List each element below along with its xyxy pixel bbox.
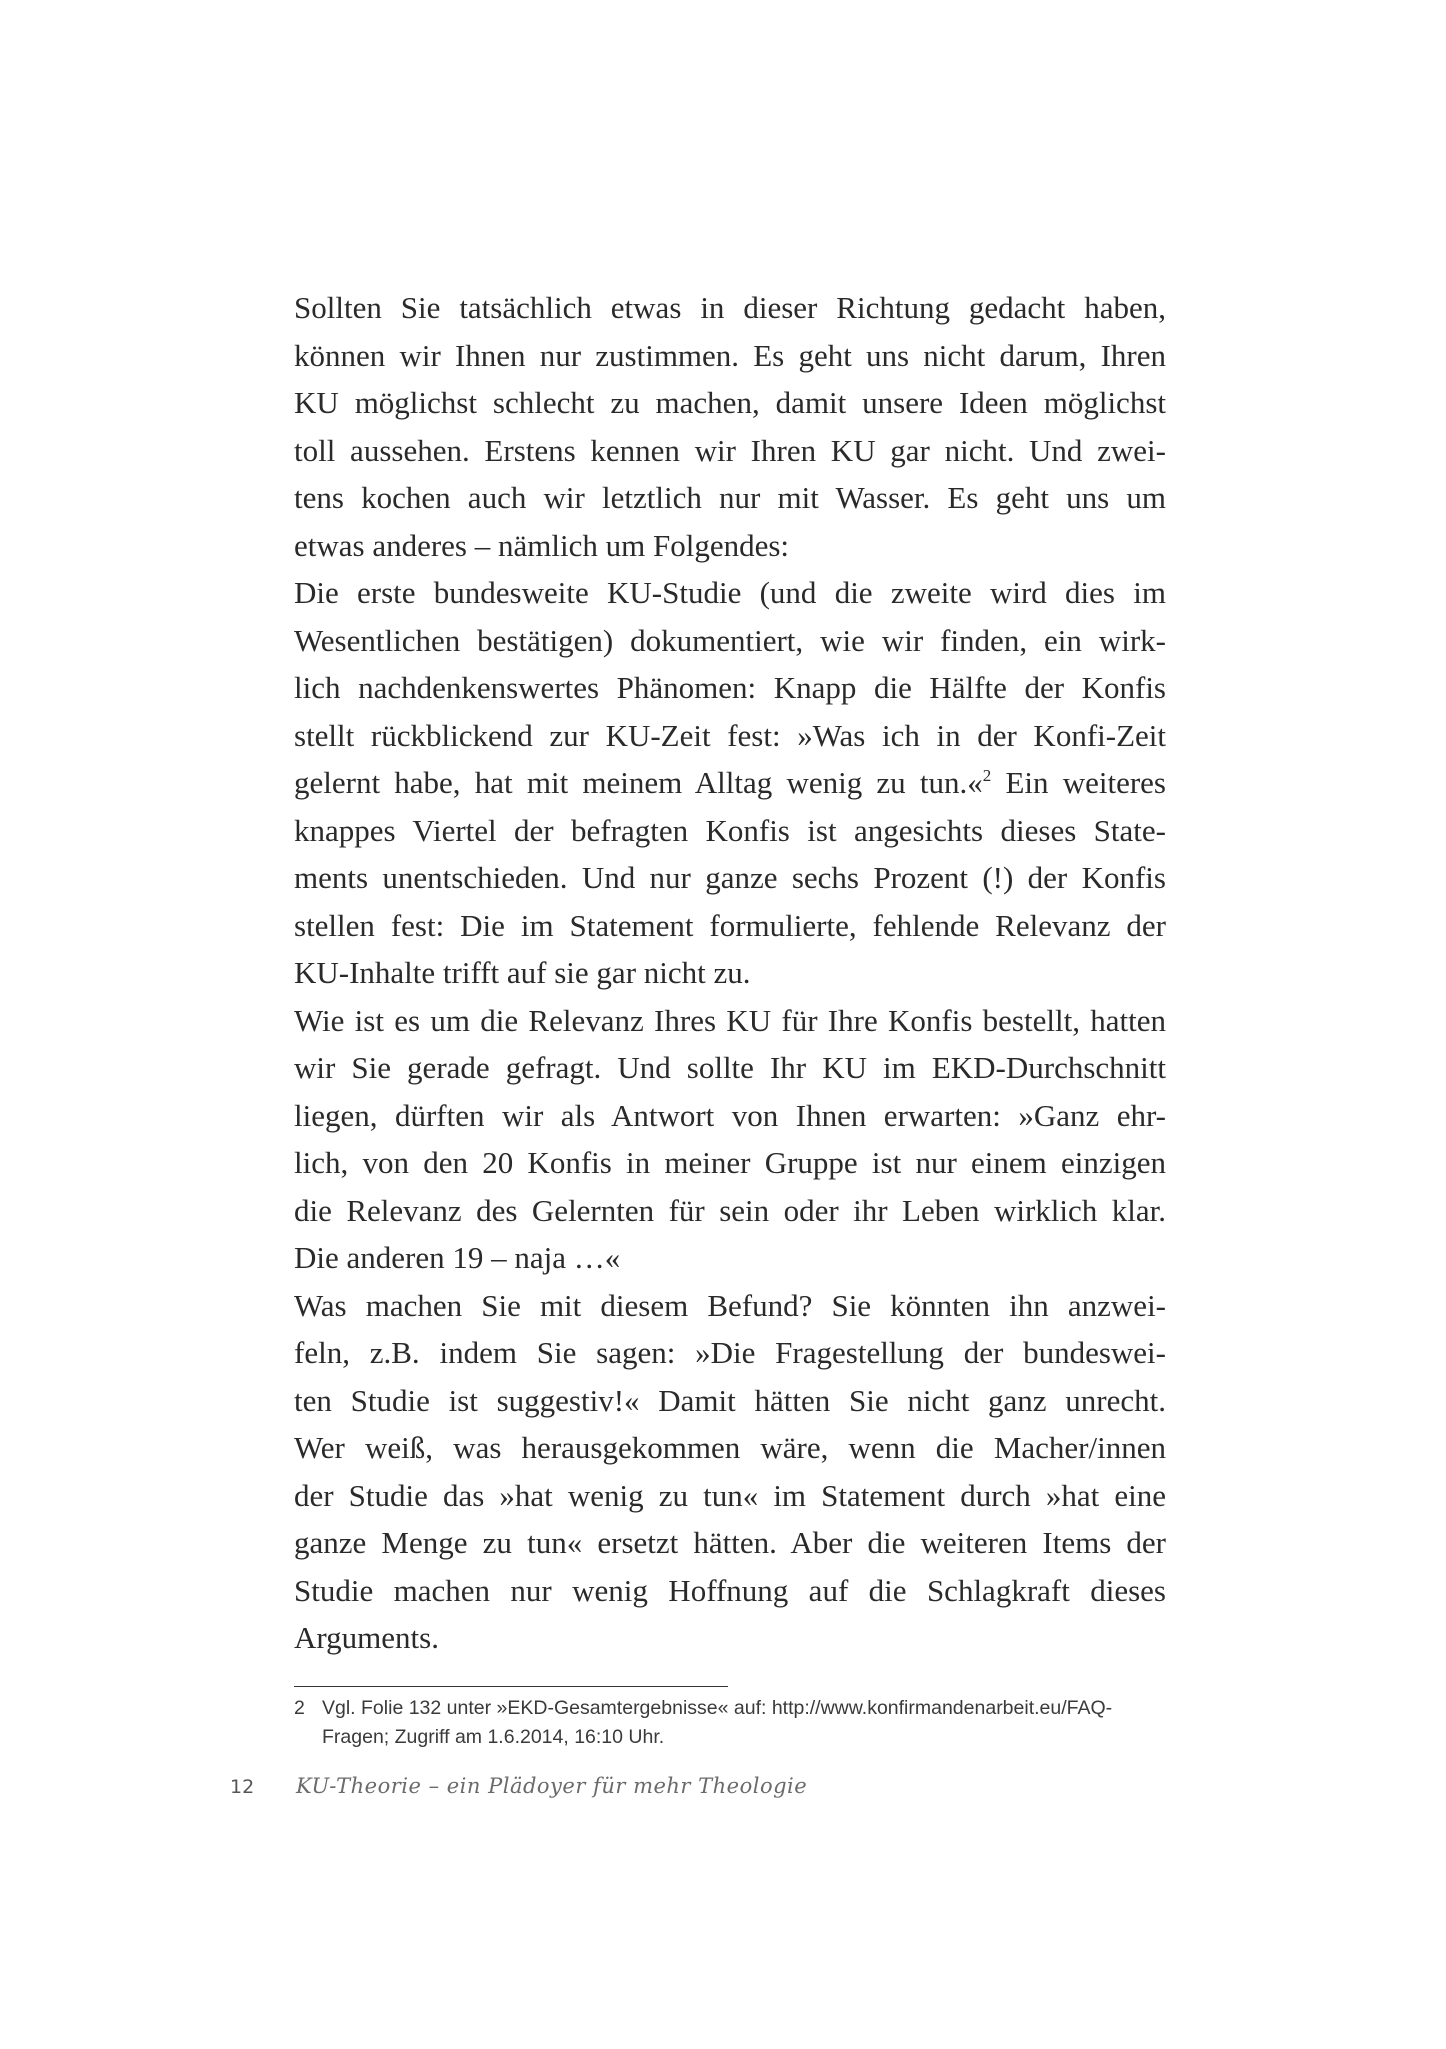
footnote-text	[322, 1694, 1166, 1752]
text-line: Studie machen nur wenig Hoffnung auf die Schlagkraft dieses	[294, 1572, 1166, 1608]
text-line: tens kochen auch wir letztlich nur mit Wasser. Es geht uns um	[294, 480, 1166, 515]
text-line: Wesentlichen bestätigen) dokumentiert, wie wir finden, ein wirk-	[294, 622, 1166, 658]
text-line: knappes Viertel der befragten Konfis ist angesichts dieses State-	[294, 812, 1166, 848]
paragraph-3	[294, 997, 1166, 1282]
footnote-number: 2	[294, 1697, 305, 1719]
text-line-with-footnote	[294, 759, 1166, 807]
text-line: KU möglichst schlecht zu machen, damit unsere Ideen möglichst	[294, 385, 1166, 420]
footnote-line: Vgl. Folie 132 unter »EKD-Gesamtergebnisse« auf: http://www.konfirmandenarbeit.eu/FAQ-	[322, 1697, 1113, 1719]
text-line: KU-Inhalte trifft auf sie gar nicht zu.	[294, 955, 751, 990]
text-line: liegen, dürften wir als Antwort von Ihnen erwarten: »Ganz ehr-	[294, 1097, 1166, 1133]
footnote-divider	[294, 1686, 728, 1687]
paragraph-4	[294, 1282, 1166, 1662]
text-line: wir Sie gerade gefragt. Und sollte Ihr KU im EKD-Durchschnitt	[294, 1050, 1166, 1085]
text-line: stellen fest: Die im Statement formulierte, fehlende Relevanz der	[294, 907, 1166, 943]
text-line: Wer weiß, was herausgekommen wäre, wenn die Macher/innen	[294, 1430, 1166, 1465]
text-line: Wie ist es um die Relevanz Ihres KU für Ihre Konfis bestellt, hatten	[294, 1002, 1166, 1038]
text-line: lich nachdenkenswertes Phänomen: Knapp die Hälfte der Konfis	[294, 670, 1166, 705]
text-line: Was machen Sie mit diesem Befund? Sie könnten ihn anzwei-	[294, 1287, 1166, 1323]
text-line: Die anderen 19 – naja …«	[294, 1240, 621, 1275]
text-line: ganze Menge zu tun« ersetzt hätten. Aber die weiteren Items der	[294, 1525, 1166, 1560]
text-line: Arguments.	[294, 1620, 439, 1655]
text-line: Sollten Sie tatsächlich etwas in dieser Richtung gedacht haben,	[294, 290, 1166, 325]
text-fragment: gelernt habe, hat mit meinem Alltag wenig zu tun.«	[294, 765, 983, 800]
footnote-line: Fragen; Zugriff am 1.6.2014, 16:10 Uhr.	[322, 1726, 665, 1748]
text-line: die Relevanz des Gelernten für sein oder ihr Leben wirklich klar.	[294, 1192, 1166, 1228]
text-line: können wir Ihnen nur zustimmen. Es geht uns nicht darum, Ihren	[294, 337, 1166, 373]
text-line: lich, von den 20 Konfis in meiner Gruppe ist nur einem einzigen	[294, 1145, 1166, 1180]
text-line: toll aussehen. Erstens kennen wir Ihren KU gar nicht. Und zwei-	[294, 432, 1166, 468]
page-number: 12	[230, 1776, 255, 1798]
text-line: feln, z.B. indem Sie sagen: »Die Fragestellung der bundeswei-	[294, 1335, 1166, 1370]
paragraph-1	[294, 284, 1166, 569]
text-line: der Studie das »hat wenig zu tun« im Statement durch »hat eine	[294, 1477, 1166, 1513]
text-line: Die erste bundesweite KU-Studie (und die zweite wird dies im	[294, 575, 1166, 610]
running-title: KU-Theorie – ein Plädoyer für mehr Theologie	[296, 1774, 808, 1798]
footnote-reference[interactable]: 2	[982, 766, 992, 785]
text-line: ments unentschieden. Und nur ganze sechs Prozent (!) der Konfis	[294, 860, 1166, 895]
body-text	[294, 284, 1166, 1662]
paragraph-2	[294, 569, 1166, 997]
text-line: etwas anderes – nämlich um Folgendes:	[294, 527, 790, 563]
text-line: ten Studie ist suggestiv!« Damit hätten Sie nicht ganz unrecht.	[294, 1382, 1166, 1418]
text-fragment: Ein weiteres	[991, 765, 1166, 800]
footnote	[294, 1694, 1166, 1752]
text-line: stellt rückblickend zur KU-Zeit fest: »Was ich in der Konfi-Zeit	[294, 717, 1166, 753]
